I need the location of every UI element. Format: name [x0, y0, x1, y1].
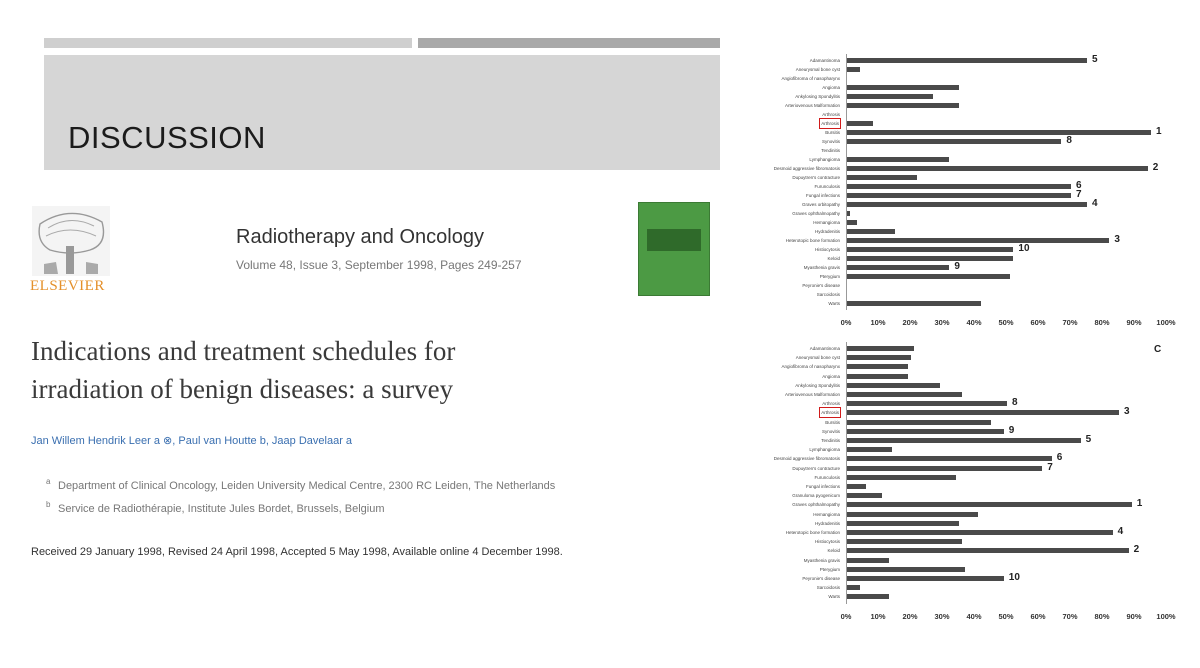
- category-label: Pterygium: [819, 566, 840, 572]
- category-label: Arthrosis: [821, 121, 839, 126]
- chart-bar: [847, 130, 1151, 135]
- category-label: Dupuytren's contracture: [792, 175, 840, 180]
- category-label: Keloid: [827, 548, 840, 554]
- category-label: Angioma: [822, 373, 840, 379]
- chart-bar: [847, 512, 978, 517]
- chart-bar: [847, 456, 1052, 461]
- x-tick-label: 80%: [1094, 318, 1110, 327]
- chart-bar: [847, 466, 1042, 471]
- category-label: Arthrosis: [822, 112, 840, 117]
- category-label: Fungal infections: [805, 193, 840, 198]
- chart-bar: [847, 247, 1013, 252]
- x-tick-label: 60%: [1030, 612, 1046, 621]
- category-label: Tendinitis: [821, 438, 840, 443]
- x-tick-label: 40%: [966, 318, 982, 327]
- chart-bar: [847, 410, 1119, 415]
- category-label: Bursitis: [825, 130, 840, 135]
- x-tick-label: 30%: [934, 612, 950, 621]
- data-label: 4: [1117, 526, 1124, 537]
- category-label: Graves ophthalmopathy: [792, 211, 840, 216]
- chart-bar: [847, 364, 908, 369]
- x-tick-label: 10%: [870, 612, 886, 621]
- category-label: Heterotopic bone formation: [785, 530, 840, 535]
- chart-bar: [847, 401, 1007, 406]
- chart-bar: [847, 420, 991, 425]
- chart-bar: [847, 58, 1087, 63]
- data-label: 8: [1012, 397, 1018, 409]
- journal-name[interactable]: Radiotherapy and Oncology: [236, 226, 484, 248]
- decorative-band-right: [418, 38, 720, 48]
- data-label: 7: [1076, 189, 1082, 200]
- journal-volume[interactable]: Volume 48, Issue 3, September 1998, Pages 249-257: [236, 258, 522, 272]
- category-label: Sarcoidosis: [816, 585, 840, 591]
- x-tick-label: 40%: [966, 612, 982, 621]
- chart-bar: [847, 558, 889, 563]
- chart-bar: [847, 211, 850, 216]
- data-label: 10: [1008, 572, 1020, 583]
- chart-bar: [847, 193, 1071, 198]
- chart-bar: [847, 256, 1013, 261]
- category-label: Peyronie's disease: [802, 283, 840, 288]
- chart-bar: [847, 94, 933, 99]
- category-label: Synovitis: [821, 139, 840, 144]
- affiliation-b: [46, 500, 385, 515]
- data-label: 3: [1124, 406, 1130, 418]
- category-label: Arthrosis: [822, 401, 840, 407]
- category-label: Myasthenia gravis: [803, 557, 840, 563]
- category-label: Angioma: [822, 85, 840, 90]
- chart-bar: [847, 85, 959, 90]
- x-tick-label: 90%: [1126, 612, 1142, 621]
- chart-bar: [847, 346, 914, 351]
- category-label: Hemangioma: [813, 220, 840, 225]
- chart-bar: [847, 502, 1132, 507]
- survey-chart-bottom: [722, 342, 1184, 632]
- chart-bar: [847, 121, 873, 126]
- category-label: Lymphangioma: [809, 447, 840, 453]
- x-tick-label: 50%: [998, 318, 1014, 327]
- paper-title: [31, 332, 651, 408]
- data-label: 1: [1156, 126, 1162, 137]
- chart-bar: [847, 229, 895, 234]
- category-label: Angiofibroma of nasopharynx: [781, 76, 840, 81]
- chart-bar: [847, 374, 908, 379]
- category-label: Angiofibroma of nasopharynx: [781, 364, 840, 370]
- affiliation-text: Department of Clinical Oncology, Leiden University Medical Centre, 2300 RC Leiden, The Netherlands: [58, 480, 556, 492]
- data-label: 2: [1133, 544, 1140, 556]
- chart-bar: [847, 220, 857, 225]
- category-label: Aneurysmal bone cyst: [795, 67, 840, 72]
- category-label: Hydradenitis: [814, 229, 840, 234]
- chart-bar: [847, 585, 860, 590]
- category-label: Warts: [828, 301, 840, 306]
- x-tick-label: 0%: [840, 318, 852, 327]
- received-dates: Received 29 January 1998, Revised 24 April 1998, Accepted 5 May 1998, Available online 4 December 1998.: [31, 546, 563, 558]
- category-label: Ankylosing Spondylitis: [795, 94, 840, 99]
- chart-bar: [847, 139, 1061, 144]
- chart-bar: [847, 530, 1113, 535]
- chart-bar: [847, 238, 1109, 243]
- category-label: Keloid: [827, 256, 840, 261]
- affiliation-a: [46, 477, 556, 492]
- chart-bar: [847, 157, 949, 162]
- chart-bar: [847, 383, 940, 388]
- data-label: 6: [1056, 452, 1063, 464]
- category-label: Furunculosis: [814, 474, 840, 480]
- chart-bar: [847, 576, 1004, 581]
- x-tick-label: 0%: [840, 612, 852, 621]
- chart-bar: [847, 493, 882, 498]
- category-label: Aneurysmal bone cyst: [795, 355, 840, 361]
- data-label: 9: [1008, 424, 1015, 436]
- x-tick-label: 70%: [1062, 612, 1078, 621]
- category-label: Desmoid aggressive fibromatosis: [773, 456, 840, 462]
- category-label: Sarcoidosis: [816, 292, 840, 297]
- category-label: Granuloma pyogenicum: [792, 493, 840, 499]
- category-label: Heterotopic bone formation: [785, 238, 840, 243]
- chart-panel-label: C: [1154, 344, 1162, 355]
- paper-title-line-1: Indications and treatment schedules for: [31, 336, 456, 366]
- data-label: 5: [1092, 54, 1098, 65]
- affiliation-mark: a: [46, 477, 51, 486]
- journal-cover-image[interactable]: [638, 202, 710, 296]
- category-label: Synovitis: [821, 428, 840, 434]
- category-label: Desmoid aggressive fibromatosis: [773, 166, 840, 171]
- x-tick-label: 30%: [934, 318, 950, 327]
- category-label: Tendinitis: [821, 148, 840, 153]
- data-label: 10: [1018, 243, 1030, 254]
- chart-plot-area: [846, 54, 1167, 310]
- author-list[interactable]: Jan Willem Hendrik Leer a ⊗, Paul van Houtte b, Jaap Davelaar a: [31, 435, 353, 447]
- category-label: Ankylosing Spondylitis: [795, 382, 840, 388]
- category-label: Graves ophthalmopathy: [792, 502, 840, 508]
- x-tick-label: 100%: [1156, 612, 1176, 621]
- chart-bar: [847, 438, 1081, 443]
- data-label: 3: [1114, 234, 1120, 245]
- x-tick-label: 60%: [1030, 318, 1046, 327]
- slide-title: DISCUSSION: [68, 120, 266, 155]
- x-tick-label: 20%: [902, 612, 918, 621]
- x-tick-label: 20%: [902, 318, 918, 327]
- category-label: Arteriovenous Malformation: [784, 103, 840, 108]
- affiliation-mark: b: [46, 500, 51, 509]
- category-label: Pterygium: [819, 274, 840, 279]
- chart-bar: [847, 475, 956, 480]
- data-label: 6: [1076, 180, 1082, 191]
- chart-bar: [847, 521, 959, 526]
- chart-bar: [847, 447, 892, 452]
- category-label: Adamantinoma: [809, 346, 840, 351]
- category-label: Lymphangioma: [809, 157, 840, 162]
- x-tick-label: 70%: [1062, 318, 1078, 327]
- category-label: Furunculosis: [814, 184, 840, 189]
- title-banner: [44, 55, 720, 170]
- category-label: Histiocytosis: [814, 247, 840, 252]
- chart-bar: [847, 594, 889, 599]
- data-label: 8: [1066, 135, 1072, 146]
- chart-bar: [847, 103, 959, 108]
- chart-bar: [847, 484, 866, 489]
- data-label: 9: [954, 261, 960, 272]
- chart-bar: [847, 184, 1071, 189]
- chart-bar: [847, 166, 1148, 171]
- chart-bar: [847, 567, 965, 572]
- category-label: Myasthenia gravis: [803, 265, 840, 270]
- chart-bar: [847, 392, 962, 397]
- x-tick-label: 80%: [1094, 612, 1110, 621]
- x-tick-label: 50%: [998, 612, 1014, 621]
- paper-title-line-2: irradiation of benign diseases: a survey: [31, 374, 454, 404]
- category-label: Dupuytren's contracture: [792, 465, 840, 471]
- chart-bar: [847, 175, 917, 180]
- chart-bar: [847, 539, 962, 544]
- category-label: Hemangioma: [813, 511, 840, 517]
- data-label: 1: [1136, 498, 1143, 510]
- data-label: 2: [1152, 162, 1159, 173]
- category-label: Warts: [828, 594, 840, 600]
- chart-bar: [847, 265, 949, 270]
- category-label: Hydradenitis: [814, 520, 840, 526]
- publisher-logo-text: ELSEVIER: [30, 278, 105, 294]
- affiliation-text: Service de Radiothérapie, Institute Jules Bordet, Brussels, Belgium: [58, 503, 385, 515]
- category-label: Histiocytosis: [814, 539, 840, 545]
- chart-bar: [847, 301, 981, 306]
- category-label: Fungal infections: [805, 484, 840, 489]
- chart-bar: [847, 548, 1129, 553]
- category-label: Arteriovenous Malformation: [784, 392, 840, 397]
- data-label: 5: [1085, 434, 1092, 445]
- category-label: Peyronie's disease: [802, 576, 840, 581]
- category-label: Adamantinoma: [809, 58, 840, 63]
- chart-plot-area: [846, 342, 1167, 604]
- decorative-band-left: [44, 38, 412, 48]
- data-label: 4: [1092, 198, 1098, 209]
- cover-graphic: [647, 229, 701, 251]
- chart-bar: [847, 274, 1010, 279]
- chart-bar: [847, 202, 1087, 207]
- survey-chart-top: [722, 54, 1184, 334]
- x-tick-label: 100%: [1156, 318, 1176, 327]
- x-tick-label: 90%: [1126, 318, 1142, 327]
- data-label: 7: [1047, 461, 1053, 473]
- x-tick-label: 10%: [870, 318, 886, 327]
- category-label: Graves orbitopathy: [801, 202, 840, 207]
- category-label: Bursitis: [825, 419, 840, 425]
- chart-bar: [847, 355, 911, 360]
- category-label: Arthrosis: [821, 410, 839, 416]
- chart-bar: [847, 67, 860, 72]
- chart-bar: [847, 429, 1004, 434]
